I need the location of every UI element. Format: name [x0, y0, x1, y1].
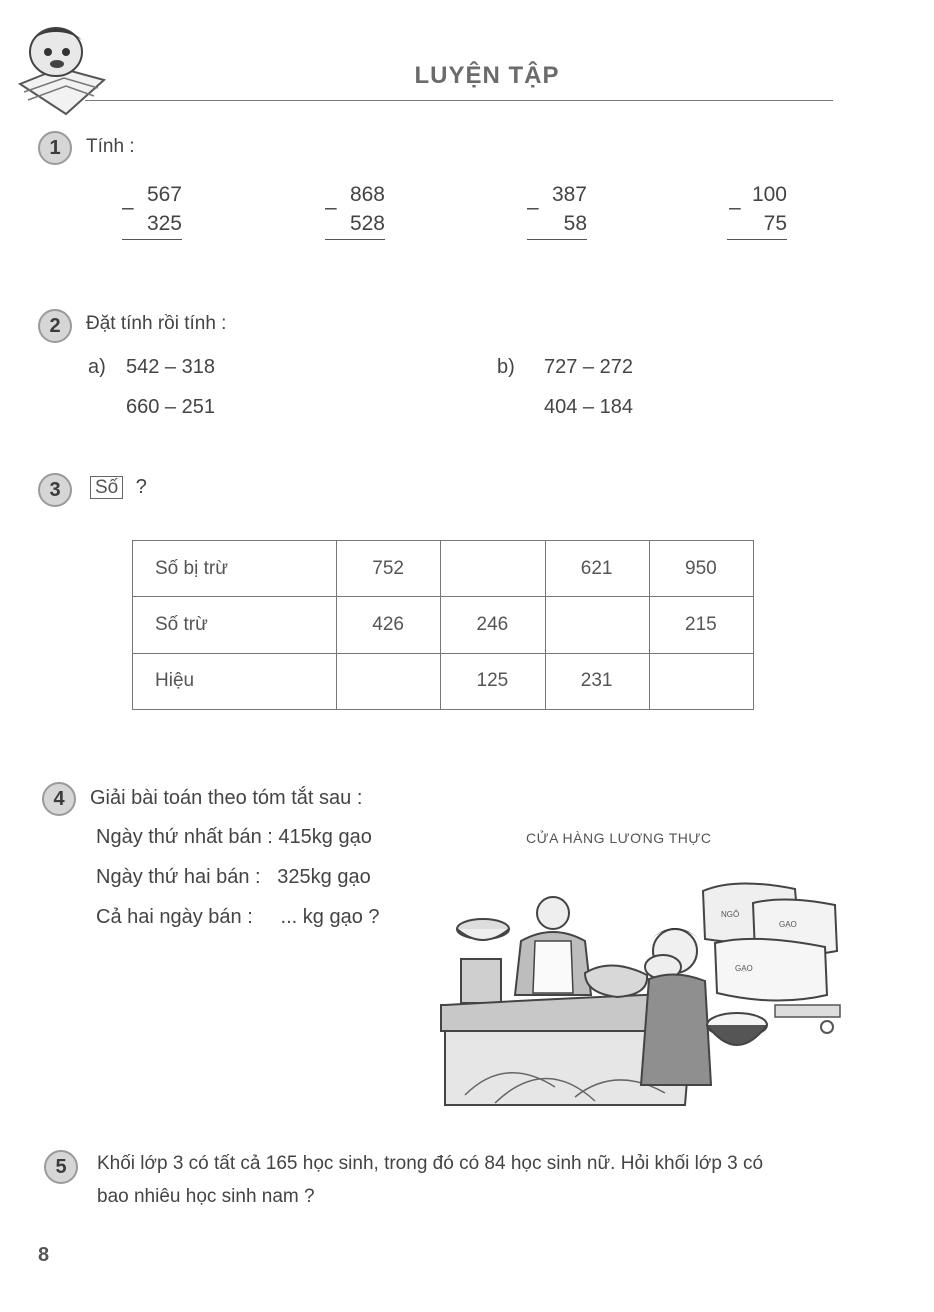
- exercise-1-label: Tính :: [86, 136, 135, 157]
- result-line: [727, 239, 787, 240]
- minuend: 387: [551, 183, 587, 206]
- minus-sign: –: [122, 196, 134, 219]
- summary-line-2: Ngày thứ hai bán : 325kg gạo: [96, 866, 371, 888]
- table-cell: 215: [649, 597, 753, 653]
- subtrahend: 58: [563, 212, 587, 235]
- table-cell: 246: [441, 597, 545, 653]
- summary-line-1: Ngày thứ nhất bán : 415kg gạo: [96, 826, 372, 848]
- sack-label: NGÔ: [721, 910, 740, 919]
- rice-shop-illustration: [435, 855, 845, 1110]
- page-title: LUYỆN TẬP: [414, 62, 560, 89]
- table-cell: [337, 653, 441, 709]
- minus-sign: –: [729, 196, 741, 219]
- exercise-3-prompt: [90, 476, 147, 499]
- exercise-5-text-line-1: Khối lớp 3 có tất cả 165 học sinh, trong đó có 84 học sinh nữ. Hỏi khối lớp 3 có: [97, 1153, 764, 1174]
- table-row: [133, 541, 754, 597]
- table-cell: 426: [337, 597, 441, 653]
- page-number: 8: [38, 1244, 50, 1266]
- minuend: 868: [349, 183, 385, 206]
- exercise-2-label: Đặt tính rồi tính :: [86, 313, 227, 334]
- exercise-4-badge: 4: [42, 782, 76, 816]
- table-cell: 621: [545, 541, 649, 597]
- subtraction-table: [132, 540, 754, 710]
- subtraction-problem-1: [122, 183, 182, 240]
- sack-label: GẠO: [735, 964, 753, 973]
- exercise-3-badge: 3: [38, 473, 72, 507]
- sack-label: GẠO: [779, 920, 797, 929]
- part-a-expression-1: 542 – 318: [126, 356, 215, 378]
- boxed-number-label: Số: [90, 476, 123, 499]
- exercise-1-badge: 1: [38, 131, 72, 165]
- part-b-expression-2: 404 – 184: [544, 396, 633, 418]
- table-cell: 125: [441, 653, 545, 709]
- table-cell: 231: [545, 653, 649, 709]
- table-cell: 752: [337, 541, 441, 597]
- part-a-label: a): [88, 356, 106, 378]
- result-line: [527, 239, 587, 240]
- result-line: [325, 239, 385, 240]
- table-row: [133, 653, 754, 709]
- table-row: [133, 597, 754, 653]
- question-mark: ?: [135, 476, 147, 498]
- part-b-expression-1: 727 – 272: [544, 356, 633, 378]
- minuend: 567: [146, 183, 182, 206]
- row-header: Hiệu: [133, 653, 337, 709]
- part-a-expression-2: 660 – 251: [126, 396, 215, 418]
- table-cell: 950: [649, 541, 753, 597]
- subtraction-problem-3: [527, 183, 587, 240]
- row-header: Số bị trừ: [133, 541, 337, 597]
- minuend: 100: [751, 183, 787, 206]
- summary-line-3: Cả hai ngày bán : ... kg gạo ?: [96, 906, 380, 928]
- result-line: [122, 239, 182, 240]
- subtrahend: 325: [146, 212, 182, 235]
- subtrahend: 75: [763, 212, 787, 235]
- exercise-5-badge: 5: [44, 1150, 78, 1184]
- exercise-2-badge: 2: [38, 309, 72, 343]
- minus-sign: –: [325, 196, 337, 219]
- exercise-4-label: Giải bài toán theo tóm tắt sau :: [90, 787, 363, 809]
- row-header: Số trừ: [133, 597, 337, 653]
- shop-sign: CỬA HÀNG LƯƠNG THỰC: [526, 830, 712, 846]
- table-cell: [545, 597, 649, 653]
- subtrahend: 528: [349, 212, 385, 235]
- table-cell: [441, 541, 545, 597]
- part-b-label: b): [497, 356, 515, 378]
- subtraction-problem-4: [727, 183, 787, 240]
- exercise-5-text-line-2: bao nhiêu học sinh nam ?: [97, 1186, 315, 1207]
- subtraction-problem-2: [325, 183, 385, 240]
- minus-sign: –: [527, 196, 539, 219]
- table-cell: [649, 653, 753, 709]
- title-underline: [85, 100, 833, 101]
